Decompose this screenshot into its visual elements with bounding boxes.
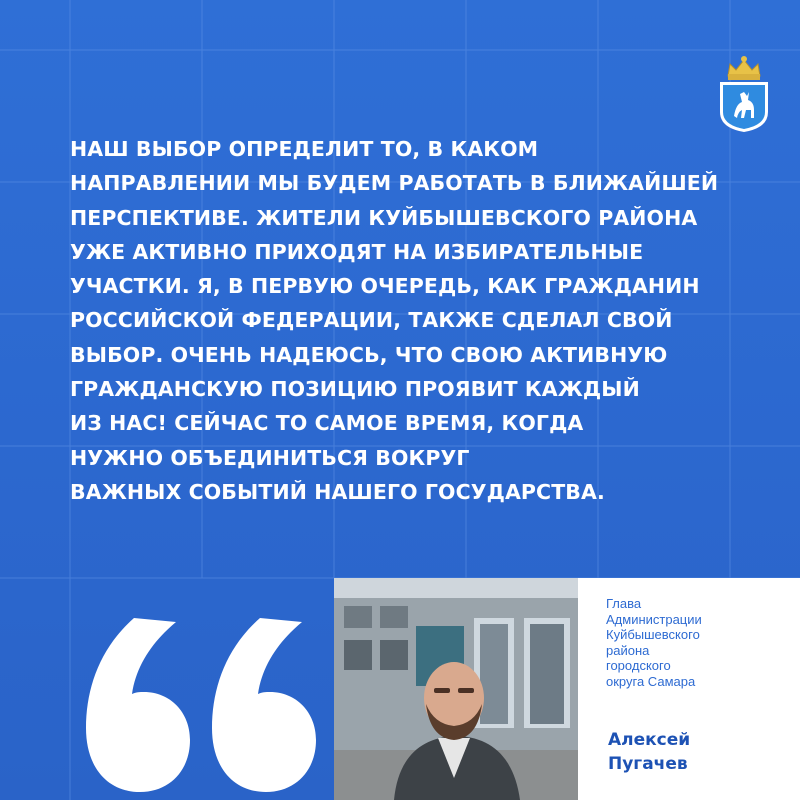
author-name bbox=[608, 728, 690, 776]
quote-line: ГРАЖДАНСКУЮ ПОЗИЦИЮ ПРОЯВИТ КАЖДЫЙ bbox=[70, 377, 640, 402]
samara-coat-of-arms-icon bbox=[716, 52, 772, 132]
name-line: Алексей bbox=[608, 730, 691, 750]
position-line: Куйбышевского bbox=[606, 627, 700, 643]
quote-line: НУЖНО ОБЪЕДИНИТЬСЯ ВОКРУГ bbox=[70, 445, 470, 470]
quote-line: НАШ ВЫБОР ОПРЕДЕЛИТ ТО, В КАКОМ bbox=[70, 137, 539, 161]
quote-line: ИЗ НАС! СЕЙЧАС ТО САМОЕ ВРЕМЯ, КОГДА bbox=[70, 411, 584, 436]
quotation-mark-icon bbox=[72, 578, 334, 800]
quote-line: УЖЕ АКТИВНО ПРИХОДЯТ НА ИЗБИРАТЕЛЬНЫЕ bbox=[70, 239, 644, 264]
position-line: округа Самара bbox=[606, 673, 696, 689]
position-line: Администрации bbox=[606, 611, 702, 627]
quote-text bbox=[70, 132, 760, 509]
author-position bbox=[606, 596, 786, 690]
quote-line: ПЕРСПЕКТИВЕ. ЖИТЕЛИ КУЙБЫШЕВСКОГО РАЙОНА bbox=[70, 205, 698, 230]
quote-line: ВАЖНЫХ СОБЫТИЙ НАШЕГО ГОСУДАРСТВА. bbox=[70, 479, 605, 504]
position-line: городского bbox=[606, 658, 671, 674]
quote-line: УЧАСТКИ. Я, В ПЕРВУЮ ОЧЕРЕДЬ, КАК ГРАЖДАНИН bbox=[70, 274, 700, 299]
quote-line: РОССИЙСКОЙ ФЕДЕРАЦИИ, ТАКЖЕ СДЕЛАЛ СВОЙ bbox=[70, 308, 673, 333]
author-photo bbox=[334, 578, 578, 800]
quote-line: НАПРАВЛЕНИИ МЫ БУДЕМ РАБОТАТЬ В БЛИЖАЙШЕЙ bbox=[70, 171, 719, 196]
author-caption bbox=[578, 578, 800, 800]
name-line: Пугачев bbox=[608, 754, 688, 774]
quote-line: ВЫБОР. ОЧЕНЬ НАДЕЮСЬ, ЧТО СВОЮ АКТИВНУЮ bbox=[70, 342, 668, 367]
position-line: района bbox=[606, 642, 650, 658]
position-line: Глава bbox=[606, 596, 642, 611]
